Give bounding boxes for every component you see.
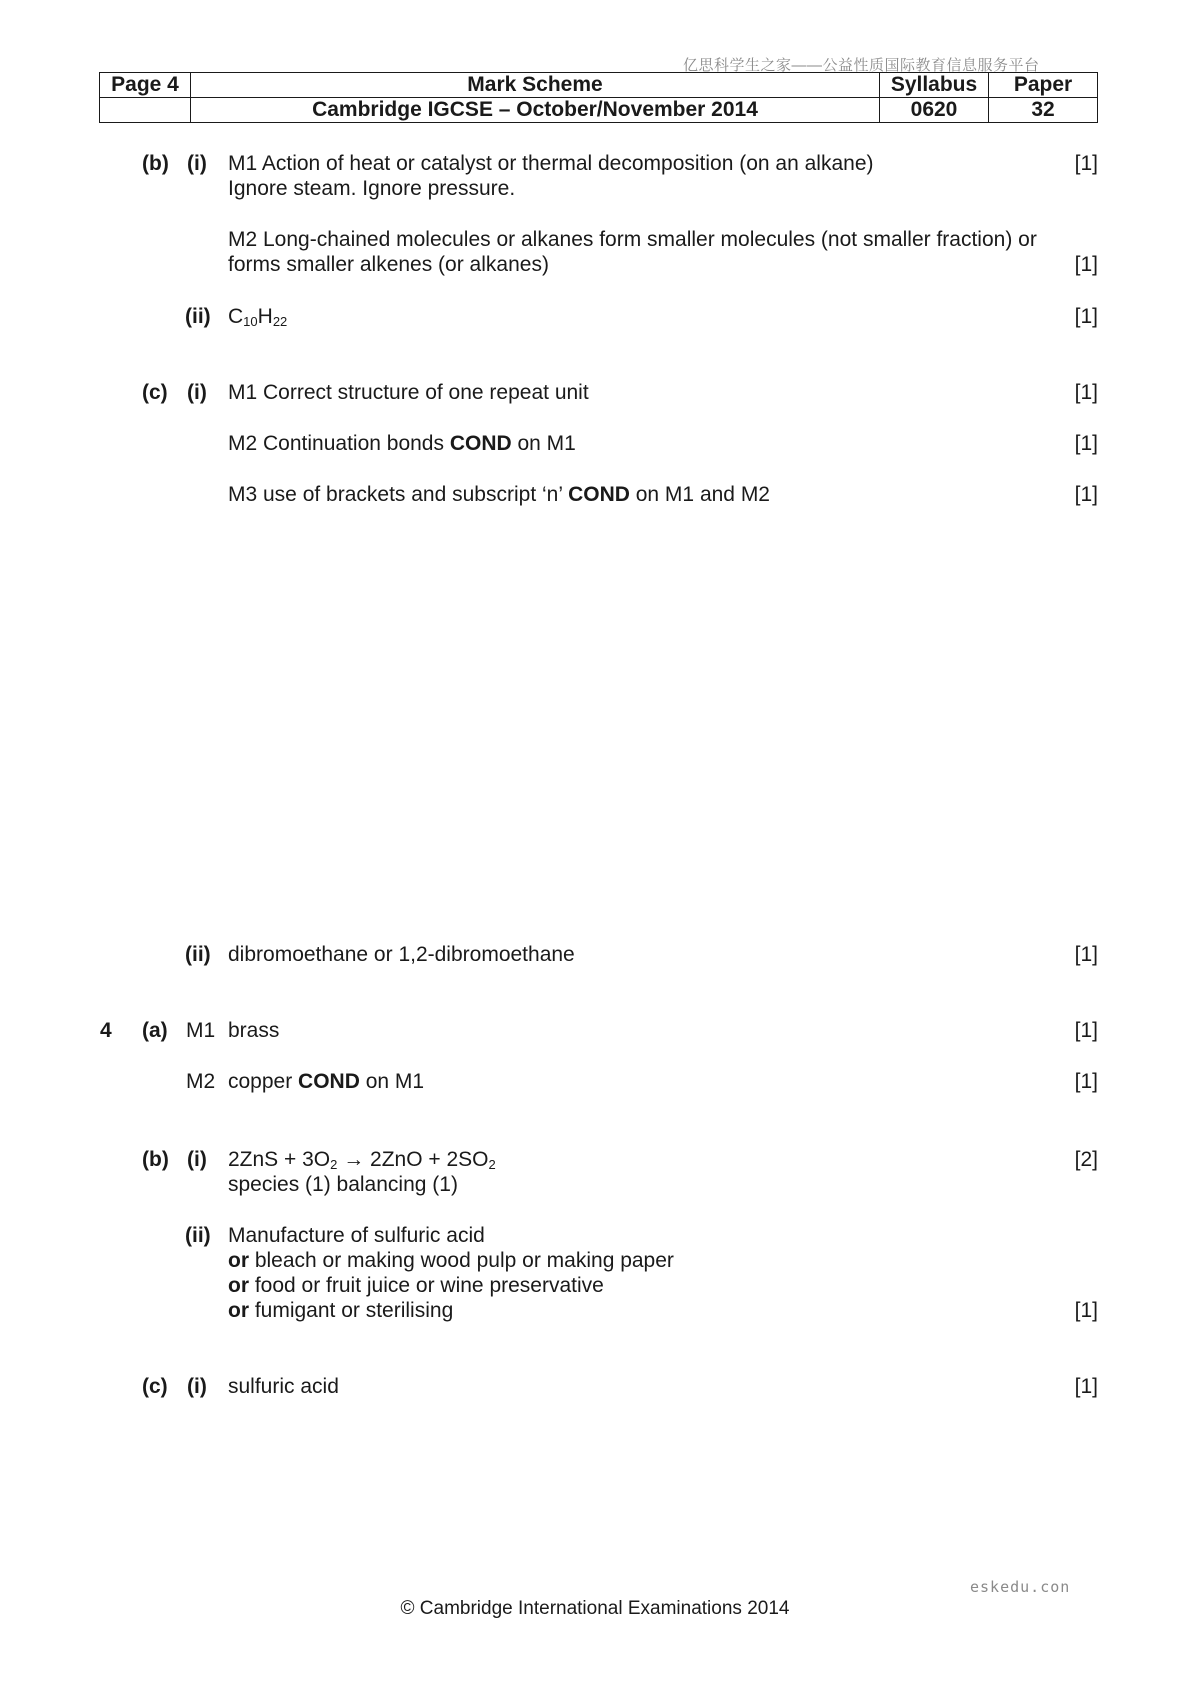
part-label: (c) <box>142 1375 168 1398</box>
copyright-footer: © Cambridge International Examinations 2014 <box>400 1598 790 1619</box>
answer-text: or food or fruit juice or wine preservative <box>228 1274 604 1297</box>
mark-value: [1] <box>1074 152 1098 175</box>
syllabus-label: Syllabus <box>880 73 989 98</box>
answer-text: copper COND on M1 <box>228 1070 425 1093</box>
marking-point-label: M1 <box>186 1019 216 1042</box>
subpart-label: (ii) <box>185 943 211 966</box>
marking-point-label: M2 <box>186 1070 216 1093</box>
answer-text: M3 use of brackets and subscript ‘n’ COND on M1 and M2 <box>228 483 770 506</box>
answer-text: brass <box>228 1019 280 1042</box>
answer-note: species (1) balancing (1) <box>228 1173 458 1196</box>
exam-subtitle: Cambridge IGCSE – October/November 2014 <box>191 98 880 123</box>
header-blank-cell <box>100 98 191 123</box>
syllabus-code: 0620 <box>880 98 989 123</box>
mark-value: [1] <box>1074 253 1098 276</box>
part-label: (b) <box>142 152 169 175</box>
watermark: 亿思科学生之家——公益性质国际教育信息服务平台 <box>683 57 1040 74</box>
chemical-formula: $C_{10}H_{22}$ <box>228 305 288 329</box>
corner-watermark: eskedu.con <box>970 1578 1071 1596</box>
subpart-label: (i) <box>187 1148 207 1171</box>
answer-text: or fumigant or sterilising <box>228 1299 454 1322</box>
mark-value: [1] <box>1074 1299 1098 1322</box>
subpart-label: (i) <box>187 1375 207 1398</box>
mark-value: [1] <box>1074 381 1098 404</box>
answer-text: or bleach or making wood pulp or making paper <box>228 1249 674 1272</box>
answer-text: dibromoethane or 1,2-dibromoethane <box>228 943 575 966</box>
subpart-label: (i) <box>187 152 207 175</box>
polymer-structure-diagrams <box>240 525 720 910</box>
answer-note: Ignore steam. Ignore pressure. <box>228 177 516 200</box>
mark-value: [1] <box>1074 432 1098 455</box>
chemical-equation: $2ZnS + 3O_2 \to 2ZnO + 2SO_2$ <box>228 1148 496 1172</box>
mark-value: [1] <box>1074 483 1098 506</box>
question-number: 4 <box>100 1019 112 1042</box>
paper-label: Paper <box>989 73 1098 98</box>
answer-text: M2 Continuation bonds COND on M1 <box>228 432 576 455</box>
header-table <box>99 72 1098 123</box>
subpart-label: (ii) <box>185 1224 211 1247</box>
mark-value: [1] <box>1074 1019 1098 1042</box>
answer-text: M1 Correct structure of one repeat unit <box>228 381 589 404</box>
part-label: (b) <box>142 1148 169 1171</box>
mark-value: [1] <box>1074 1070 1098 1093</box>
answer-text: forms smaller alkenes (or alkanes) <box>228 253 549 276</box>
mark-value: [1] <box>1074 1375 1098 1398</box>
answer-text: Manufacture of sulfuric acid <box>228 1224 485 1247</box>
answer-text: M2 Long-chained molecules or alkanes form smaller molecules (not smaller fraction) or <box>228 228 1037 251</box>
part-label: (c) <box>142 381 168 404</box>
paper-number: 32 <box>989 98 1098 123</box>
subpart-label: (ii) <box>185 305 211 328</box>
answer-text: sulfuric acid <box>228 1375 339 1398</box>
mark-value: [2] <box>1074 1148 1098 1171</box>
subpart-label: (i) <box>187 381 207 404</box>
mark-value: [1] <box>1074 943 1098 966</box>
page-number: Page 4 <box>100 73 191 98</box>
answer-text: M1 Action of heat or catalyst or thermal decomposition (on an alkane) <box>228 152 874 175</box>
part-label: (a) <box>142 1019 168 1042</box>
mark-value: [1] <box>1074 305 1098 328</box>
document-title: Mark Scheme <box>191 73 880 98</box>
